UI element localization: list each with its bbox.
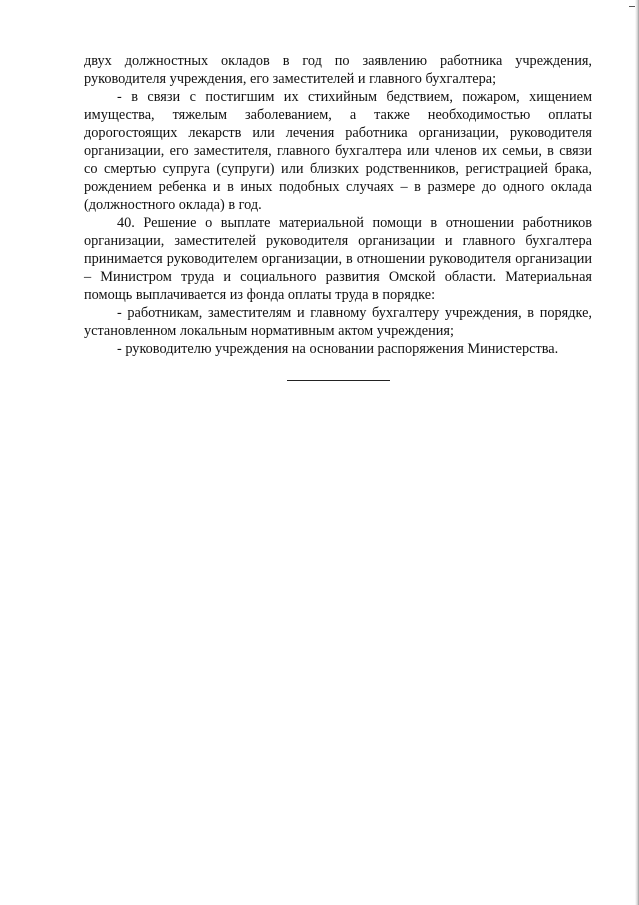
paragraph-continuation: двух должностных окладов в год по заявлению работника учреждения, руководителя учреждения, его заместителей и главного бухгалтера; <box>84 53 592 87</box>
paragraph-head-order: - руководителю учреждения на основании распоряжения Министерства. <box>117 341 559 357</box>
paragraph-item-40: 40. Решение о выплате материальной помощи в отношении работников организации, заместителей руководителя организации и главного бухгалтера принимается руководителем организации, в отношении руководителя организации – Министром труда и социального развития Омской области. Материальная помощь выплачивается из фонда оплаты труда в порядке: <box>84 215 592 303</box>
page-edge-shadow <box>635 0 639 905</box>
paragraph-disaster-clause: - в связи с постигшим их стихийным бедствием, пожаром, хищением имущества, тяжелым заболеванием, а также необходимостью оплаты дорогостоящих лекарств или лечения работника организации, руководителя организации, его заместителя, главного бухгалтера или членов их семьи, в связи со смертью супруга (супруги) или близких родственников, регистрацией брака, рождением ребенка и в иных подобных случаях – в размере до одного оклада (должностного оклада) в год. <box>84 89 592 213</box>
corner-mark <box>629 6 635 7</box>
document-body <box>84 52 592 358</box>
end-divider-line <box>287 380 390 381</box>
paragraph-employees-order: - работникам, заместителям и главному бухгалтеру учреждения, в порядке, установленном локальным нормативным актом учреждения; <box>84 305 592 339</box>
